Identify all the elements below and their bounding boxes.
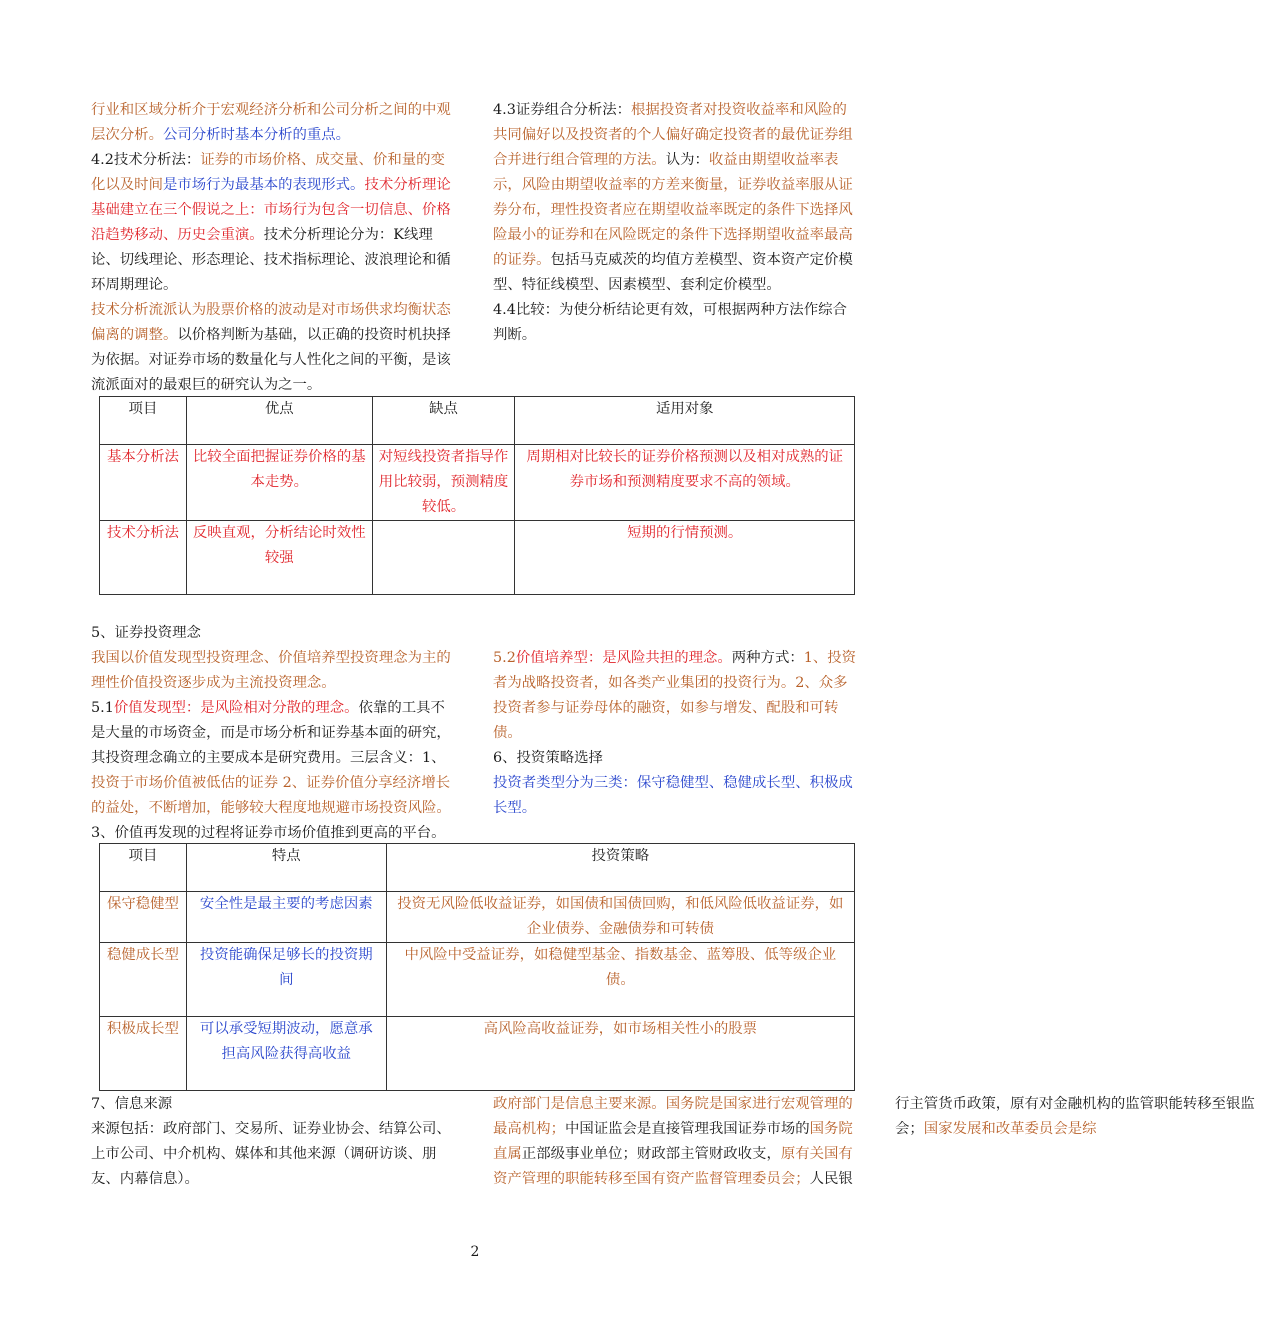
text-run: 原有关国有资产管理的职能转移至国有资产监督管理委员会； bbox=[493, 1146, 853, 1187]
analysis-comparison-table bbox=[99, 396, 855, 595]
table-cell: 中风险中受益证券，如稳健型基金、指数基金、蓝筹股、低等级企业债。 bbox=[386, 943, 854, 1017]
paragraph bbox=[493, 746, 859, 771]
text-run: 中国证监会是直接管理我国证券市场的 bbox=[564, 1121, 810, 1137]
text-run: 依靠的工具不是大量的市场资金，而是市场分析和证券基本面的研究，其投资理念确立的主要成本是研究费用。三层含义：1、 bbox=[91, 700, 451, 766]
text-run: 5.2 bbox=[493, 650, 516, 666]
text-run: 国务院直属 bbox=[493, 1121, 853, 1162]
table-cell bbox=[372, 521, 515, 595]
text-run: 来源包括：政府部门、交易所、证券业协会、结算公司、上市公司、中介机构、媒体和其他来源（调研访谈、朋友、内幕信息）。 bbox=[91, 1121, 451, 1187]
paragraph bbox=[493, 98, 859, 298]
text-run: 技术分析理论基础建立在三个假说之上：市场行为包含一切信息、价格沿趋势移动、历史会重演。 bbox=[91, 177, 451, 243]
paragraph bbox=[493, 771, 859, 821]
text-run: 包括马克威茨的均值方差模型、资本资产定价模型、特征线模型、因素模型、套利定价模型。 bbox=[493, 252, 853, 293]
paragraph bbox=[91, 621, 457, 646]
header-cell: 优点 bbox=[186, 397, 372, 445]
text-run: 技术分析流派认为股票价格的波动是对市场供求均衡状态偏离的调整。 bbox=[91, 302, 451, 343]
text-run: 4.3证券组合分析法： bbox=[493, 102, 632, 118]
text-run: 根据投资者对投资收益率和风险的共同偏好以及投资者的个人偏好确定投资者的最优证券组合并进行组合管理的方法。 bbox=[493, 102, 853, 168]
text-run: 正部级事业单位；财政部主管财政收支， bbox=[521, 1146, 781, 1162]
text-run: 收益由期望收益率表示，风险由期望收益率的方差来衡量，证券收益率服从证券分布，理性投资者应在期望收益率既定的条件下选择风险最小的证券和在风险既定的条件下选择期望收益率最高的证券。 bbox=[493, 152, 853, 268]
header-cell: 项目 bbox=[100, 844, 187, 892]
text-run: 是市场行为最基本的表现形式。 bbox=[162, 177, 365, 193]
paragraph bbox=[493, 1092, 1261, 1240]
text-run: 价值培养型：是风险共担的理念。 bbox=[515, 650, 732, 666]
paragraph bbox=[91, 98, 457, 148]
text-run: 1、投资者为战略投资者，如各类产业集团的投资行为。2、众多投资者参与证券母体的融资，如参与增发、配股和可转债。 bbox=[493, 650, 857, 741]
text-run: 认为： bbox=[665, 152, 709, 168]
table-cell: 短期的行情预测。 bbox=[515, 521, 855, 595]
section4-left-column bbox=[91, 98, 457, 398]
text-run: 4.2技术分析法： bbox=[91, 152, 201, 168]
text-run: 6、投资策略选择 bbox=[493, 750, 603, 766]
paragraph bbox=[91, 696, 457, 846]
table-cell: 投资能确保足够长的投资期间 bbox=[186, 943, 386, 1017]
header-cell: 适用对象 bbox=[515, 397, 855, 445]
table-cell: 基本分析法 bbox=[100, 445, 187, 521]
table-header-row bbox=[100, 844, 855, 892]
text-run: 行业和区域分析介于宏观经济分析和公司分析之间的中观层次分析。 bbox=[91, 102, 451, 143]
paragraph bbox=[91, 1117, 457, 1192]
text-run: 价值发现型：是风险相对分散的理念。 bbox=[113, 700, 359, 716]
text-run: 5、证券投资理念 bbox=[91, 625, 201, 641]
paragraph bbox=[91, 298, 457, 398]
text-run: 4.4比较：为使分析结论更有效，可根据两种方法作综合判断。 bbox=[493, 302, 847, 343]
table-cell: 高风险高收益证券，如市场相关性小的股票 bbox=[386, 1017, 854, 1091]
table-cell: 反映直观，分析结论时效性较强 bbox=[186, 521, 372, 595]
page-number: 2 bbox=[470, 1244, 480, 1260]
text-run: 投资者类型分为三类：保守稳健型、稳健成长型、积极成长型。 bbox=[493, 775, 853, 816]
header-cell: 项目 bbox=[100, 397, 187, 445]
table-row bbox=[100, 1017, 855, 1091]
table-row bbox=[100, 445, 855, 521]
header-cell: 特点 bbox=[186, 844, 386, 892]
paragraph bbox=[91, 646, 457, 696]
section4-right-column bbox=[493, 98, 859, 348]
header-cell: 缺点 bbox=[372, 397, 515, 445]
text-run: 两种方式： bbox=[731, 650, 804, 666]
section7-columns bbox=[91, 1092, 1255, 1240]
section5-left-column bbox=[91, 621, 457, 846]
text-run: 政府部门是信息主要来源。国务院是国家进行宏观管理的最高机构； bbox=[493, 1096, 853, 1137]
text-run: 7、信息来源 bbox=[91, 1096, 173, 1112]
table-cell: 技术分析法 bbox=[100, 521, 187, 595]
paragraph bbox=[91, 1092, 457, 1117]
section5-right-column bbox=[493, 646, 859, 821]
text-run: 人民银行主管货币政策，原有对金融机构的监管职能转移至银监会； bbox=[809, 1096, 1255, 1187]
table-cell: 比较全面把握证券价格的基本走势。 bbox=[186, 445, 372, 521]
table-cell: 积极成长型 bbox=[100, 1017, 187, 1091]
paragraph bbox=[493, 646, 859, 746]
text-run: 公司分析时基本分析的重点。 bbox=[162, 127, 351, 143]
table-cell: 保守稳健型 bbox=[100, 892, 187, 943]
table-row bbox=[100, 892, 855, 943]
investor-strategy-table bbox=[99, 843, 855, 1091]
text-run: 以价格判断为基础，以正确的投资时机抉择为依据。对证券市场的数量化与人性化之间的平衡，是该流派面对的最艰巨的研究认为之一。 bbox=[91, 327, 451, 393]
paragraph bbox=[91, 148, 457, 298]
header-cell: 投资策略 bbox=[386, 844, 854, 892]
text-run: 3、价值再发现的过程将证券市场价值推到更高的平台。 bbox=[91, 825, 446, 841]
text-run: 技术分析理论分为：K线理论、切线理论、形态理论、技术指标理论、波浪理论和循环周期理论。 bbox=[91, 227, 451, 293]
table-row bbox=[100, 943, 855, 1017]
table-header-row bbox=[100, 397, 855, 445]
table-cell: 周期相对比较长的证券价格预测以及相对成熟的证券市场和预测精度要求不高的领域。 bbox=[515, 445, 855, 521]
text-run: 我国以价值发现型投资理念、价值培养型投资理念为主的理性价值投资逐步成为主流投资理念。 bbox=[91, 650, 451, 691]
table-row bbox=[100, 521, 855, 595]
text-run: 5.1 bbox=[91, 700, 114, 716]
table-cell: 对短线投资者指导作用比较弱，预测精度较低。 bbox=[372, 445, 515, 521]
table-cell: 投资无风险低收益证券，如国债和国债回购，和低风险低收益证券，如企业债券、金融债券和可转债 bbox=[386, 892, 854, 943]
text-run: 投资于市场价值被低估的证券 2、证券价值分享经济增长的益处，不断增加，能够较大程度地规避市场投资风险。 bbox=[91, 775, 451, 816]
table-cell: 可以承受短期波动，愿意承担高风险获得高收益 bbox=[186, 1017, 386, 1091]
paragraph bbox=[493, 298, 859, 348]
text-run: 证券的市场价格、成交量、价和量的变化以及时间 bbox=[91, 152, 445, 193]
text-run: 国家发展和改革委员会是综 bbox=[923, 1121, 1097, 1137]
table-cell: 安全性是最主要的考虑因素 bbox=[186, 892, 386, 943]
table-cell: 稳健成长型 bbox=[100, 943, 187, 1017]
